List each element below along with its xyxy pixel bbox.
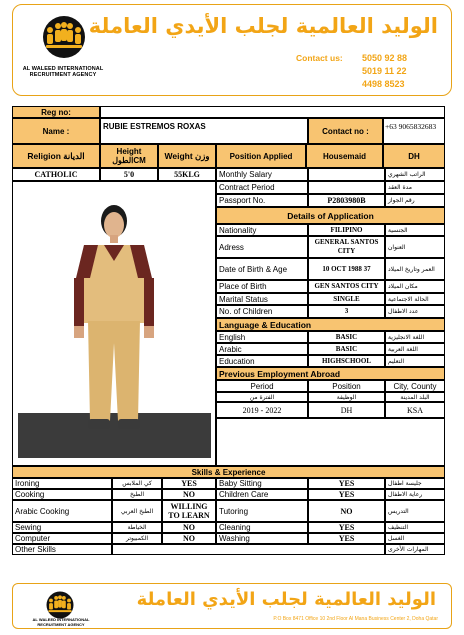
skill-arabic: الخياطة: [112, 522, 162, 533]
skills-title: Skills & Experience: [12, 466, 445, 478]
details-row-label: Nationality: [216, 224, 308, 236]
details-row-arabic: الحالة الاجتماعية: [385, 293, 445, 305]
language-title: Language & Education: [216, 318, 445, 331]
position-code: DH: [383, 144, 445, 168]
employment-cell: 2019 - 2022: [216, 402, 308, 418]
skill-arabic: جليسة اطفال: [385, 478, 445, 489]
details-row-label: Marital Status: [216, 293, 308, 305]
skill-label: Sewing: [12, 522, 112, 533]
skill-value: YES: [308, 533, 385, 544]
skill-value: YES: [162, 478, 216, 489]
skill-value: NO: [162, 533, 216, 544]
details-row-arabic: عدد الاطفال: [385, 305, 445, 318]
agency-logo: [36, 14, 92, 60]
details-row-value: SINGLE: [308, 293, 385, 305]
skill-label: Ironing: [12, 478, 112, 489]
details-row-label: Date of Birth & Age: [216, 258, 308, 280]
skill-value: YES: [308, 489, 385, 500]
skill-label: Baby Sitting: [216, 478, 308, 489]
height-header: Height الطولCM: [100, 144, 158, 168]
skill-value: YES: [308, 522, 385, 533]
footer-logo-caption: AL WALEED INTERNATIONAL RECRUITMENT AGENCY: [32, 617, 90, 627]
employment-cell: DH: [308, 402, 385, 418]
skill-value: WILLING TO LEARN: [162, 500, 216, 522]
employment-cell: KSA: [385, 402, 445, 418]
name-label: Name :: [12, 118, 100, 144]
language-row-label: English: [216, 331, 308, 343]
salary-row-arabic: مدة العقد: [385, 181, 445, 194]
details-title: Details of Application: [216, 207, 445, 224]
skill-label: Cooking: [12, 489, 112, 500]
skill-label: Arabic Cooking: [12, 500, 112, 522]
salary-row-value: [308, 181, 385, 194]
skill-label: Children Care: [216, 489, 308, 500]
language-row-arabic: التعليم: [385, 355, 445, 367]
skill-arabic: الطبخ: [112, 489, 162, 500]
contact-label: Contact us:: [296, 53, 343, 63]
salary-row-value: P2803980B: [308, 194, 385, 207]
skill-value: YES: [308, 478, 385, 489]
salary-row-value: [308, 168, 385, 181]
skill-arabic: الغسل: [385, 533, 445, 544]
position-value: Housemaid: [306, 144, 383, 168]
contact-phones: 5050 92 88 5019 11 22 4498 8523: [362, 53, 408, 89]
name-value: RUBIE ESTREMOS ROXAS: [100, 118, 308, 144]
language-row-label: Arabic: [216, 343, 308, 355]
details-row-arabic: الجنسية: [385, 224, 445, 236]
skill-label: Washing: [216, 533, 308, 544]
footer-arabic-title: الوليد العالمية لجلب الأيدي العاملة: [136, 589, 436, 610]
details-row-arabic: مكان الميلاد: [385, 280, 445, 293]
other-skills-label: Other Skills: [12, 544, 112, 555]
skill-arabic: الكمبيوتر: [112, 533, 162, 544]
height-value: 5'0: [100, 168, 158, 181]
language-row-value: HIGHSCHOOL: [308, 355, 385, 367]
details-row-arabic: العنوان: [385, 236, 445, 258]
language-row-arabic: اللغة الانجليزية: [385, 331, 445, 343]
salary-row-arabic: الراتب الشهري: [385, 168, 445, 181]
employment-title: Previous Employment Abroad: [216, 367, 445, 380]
language-row-value: BASIC: [308, 343, 385, 355]
skill-arabic: التنظيف: [385, 522, 445, 533]
religion-header: Religion الديانة: [12, 144, 100, 168]
skill-arabic: الطبخ العربي: [112, 500, 162, 522]
weight-header: Weight وزن: [158, 144, 216, 168]
details-row-value: 3: [308, 305, 385, 318]
position-header: Position Applied: [216, 144, 306, 168]
employment-header-arabic: البلد المدينة: [385, 392, 445, 402]
details-row-label: No. of Children: [216, 305, 308, 318]
details-row-value: GENERAL SANTOS CITY: [308, 236, 385, 258]
skill-value: NO: [162, 489, 216, 500]
contact-no-value: +63 9065832683: [383, 118, 445, 144]
salary-row-arabic: رقم الجواز: [385, 194, 445, 207]
details-row-value: GEN SANTOS CITY: [308, 280, 385, 293]
footer-address: P.O Box 8471 Office 10 2nd Floor Al Mana Business Center 2, Doha Qatar: [273, 616, 438, 622]
details-row-arabic: العمر وتاريخ الميلاد: [385, 258, 445, 280]
language-row-value: BASIC: [308, 331, 385, 343]
skill-label: Computer: [12, 533, 112, 544]
salary-row-label: Contract Period: [216, 181, 308, 194]
employment-header: Position: [308, 380, 385, 392]
religion-value: CATHOLIC: [12, 168, 100, 181]
skill-label: Cleaning: [216, 522, 308, 533]
details-row-label: Place of Birth: [216, 280, 308, 293]
skill-value: NO: [308, 500, 385, 522]
skill-arabic: التدريس: [385, 500, 445, 522]
language-row-label: Education: [216, 355, 308, 367]
details-row-value: 10 OCT 1988 37: [308, 258, 385, 280]
employment-header-arabic: الوظيفة: [308, 392, 385, 402]
weight-value: 55KLG: [158, 168, 216, 181]
footer-logo: [42, 590, 78, 620]
details-row-value: FILIPINO: [308, 224, 385, 236]
skill-label: Tutoring: [216, 500, 308, 522]
contact-no-label: Contact no :: [308, 118, 383, 144]
other-skills-arabic: المهارات الأخرى: [385, 544, 445, 555]
agency-arabic-title: الوليد العالمية لجلب الأيدي العاملة: [88, 14, 438, 38]
employment-blank: [216, 418, 445, 466]
reg-label: Reg no:: [12, 106, 100, 118]
skill-arabic: كي الملابس: [112, 478, 162, 489]
logo-caption: AL WALEED INTERNATIONAL RECRUITMENT AGENCY: [22, 66, 104, 78]
language-row-arabic: اللغة العربية: [385, 343, 445, 355]
employment-header-arabic: الفترة من: [216, 392, 308, 402]
salary-row-label: Passport No.: [216, 194, 308, 207]
salary-row-label: Monthly Salary: [216, 168, 308, 181]
reg-value: [100, 106, 445, 118]
details-row-label: Adress: [216, 236, 308, 258]
skill-value: NO: [162, 522, 216, 533]
other-skills-value: [112, 544, 385, 555]
employment-header: Period: [216, 380, 308, 392]
employment-header: City, County: [385, 380, 445, 392]
skill-arabic: رعاية الاطفال: [385, 489, 445, 500]
photo-frame: [12, 181, 216, 466]
